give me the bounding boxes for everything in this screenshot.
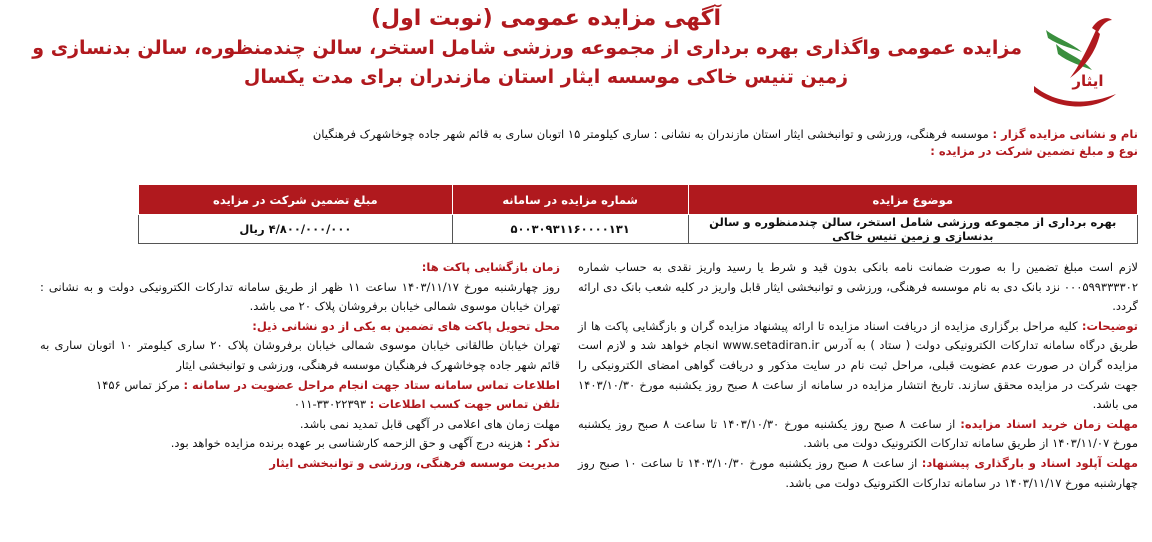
title-line-3: زمین تنیس خاکی موسسه ایثار استان مازندران برای مدت یکسال [243,66,849,88]
note-text: هزینه درج آگهی و حق الزحمه کارشناسی بر عهده برنده مزایده خواهد بود. [170,436,523,451]
signature: مدیریت موسسه فرهنگی، ورزشی و توانبخشی ایثار [269,455,560,470]
upload-deadline-text: از ساعت ۸ صبح روز یکشنبه مورخ ۱۴۰۳/۱۰/۳۰ تا ساعت ۱۰ صبح روز چهارشنبه مورخ ۱۴۰۳/۱۱/۱۷ در سامانه تدارکات الکترونیک دولت می باشد. [578,455,1138,490]
table-header-row [139,185,1138,215]
table-row [139,215,1138,244]
deposit-type-label: نوع و مبلغ تضمین شرکت در مزایده : [930,144,1138,158]
explanations-text: کلیه مراحل برگزاری مزایده از دریافت اسناد مزایده تا ارائه پیشنهاد مزایده گران و بازگشایی پاکت ها از طریق درگاه سامانه تدارکات الکترونیکی دولت ( ستاد ) به آدرس [578,318,1139,353]
logo-text: ایثار [1072,72,1104,90]
explanations [578,317,1138,415]
organizer-value: موسسه فرهنگی، ورزشی و توانبخشی ایثار استان مازندران به نشانی : ساری کیلومتر ۱۵ اتوبان ساری به قائم شهر جاده چوخاشهرک فرهنگیان [312,127,989,141]
explanations-label: توضیحات: [1081,318,1138,333]
upload-deadline [578,454,1138,493]
delivery-text: تهران خیابان طالقانی خیابان موسوی شمالی خیابان برفروشان پلاک ۲۰ ساری کیلومتر ۱۰ اتوبان ساری به قائم شهر جاده چوخاشهرک فرهنگیان موسسه فرهنگی، ورزشی و توانبخشی ایثار [40,338,560,372]
setad-contact [40,376,560,396]
auction-table [138,184,1138,244]
purchase-deadline-label: مهلت زمان خرید اسناد مزایده: [960,416,1138,431]
note-label: تذکر : [526,436,560,451]
note [40,434,560,454]
isar-logo [1026,8,1134,124]
header-subject: موضوع مزایده [688,185,1137,215]
organizer-block [14,126,1138,160]
setad-url: www.setadiran.ir [722,338,820,353]
cell-number: ۵۰۰۳۰۹۳۱۱۶۰۰۰۰۱۳۱ [452,215,688,244]
upload-deadline-label: مهلت آپلود اسناد و بارگذاری پیشنهاد: [921,455,1139,470]
explanations-text-2: انجام خواهد شد و لازم است مزایده گران در صورت عدم عضویت قبلی، مراحل ثبت نام در سایت مذکور و دریافت گواهی امضای الکترونیکی را جهت شرکت در مزایده محقق سازند. تاریخ انتشار مزایده در سامانه از ساعت ۸ صبح روز یکشنبه مورخ ۱۴۰۳/۱۰/۳۰ می باشد. [578,338,1138,412]
cell-subject: بهره برداری از مجموعه ورزشی شامل استخر، سالن چندمنظوره و سالن بدنسازی و زمین تنیس خاکی [688,215,1137,244]
delivery-label: محل تحویل پاکت های تضمین به یکی از دو نشانی ذیل: [252,318,560,333]
phone-number: ۳۳۰۲۲۳۹۳-۰۱۱ [293,397,367,412]
setad-contact-label: اطلاعات تماس سامانه ستاد جهت انجام مراحل عضویت در سامانه : [183,377,560,392]
purchase-deadline [578,415,1138,454]
header [32,4,1022,92]
opening-text: روز چهارشنبه مورخ ۱۴۰۳/۱۱/۱۷ ساعت ۱۱ ظهر از طریق سامانه تدارکات الکترونیکی دولت و به نشانی : تهران خیابان موسوی شمالی خیابان برفروشان پلاک ۲۰ می باشد. [40,279,560,314]
phone-label: تلفن تماس جهت کسب اطلاعات : [369,397,560,412]
title-line-2: مزایده عمومی واگذاری بهره برداری از مجموعه ورزشی شامل استخر، سالن چندمنظوره، سالن بدنسازی و [32,37,1022,59]
extension-text: مهلت زمان های اعلامی در آگهی قابل تمدید نمی باشد. [299,416,560,431]
purchase-deadline-text: از ساعت ۸ صبح روز یکشنبه مورخ ۱۴۰۳/۱۰/۳۰ تا ساعت ۸ صبح روز یکشنبه مورخ ۱۴۰۳/۱۱/۰۷ از طریق سامانه تدارکات الکترونیک دولت می باشد. [578,416,1138,451]
setad-contact-text: مرکز تماس ۱۴۵۶ [96,377,180,392]
left-column [40,258,560,474]
cell-deposit: ۴/۸۰۰/۰۰۰/۰۰۰ ریال [139,215,453,244]
right-column [578,258,1138,493]
phone-contact [40,395,560,415]
title-line-1: آگهی مزایده عمومی (نوبت اول) [370,6,722,31]
organizer-label: نام و نشانی مزایده گزار : [992,127,1138,141]
header-number: شماره مزایده در سامانه [452,185,688,215]
opening-label: زمان بازگشایی پاکت ها: [421,260,560,274]
deposit-text: لازم است مبلغ تضمین را به صورت ضمانت نامه بانکی بدون قید و شرط یا رسید واریز نقدی به حساب شماره ۰۰۰۵۹۹۳۳۳۳۰۲ نزد بانک دی به نام موسسه فرهنگی، ورزشی و توانبخشی ایثار قابل واریز در کلیه شعب بانک دی ارائه گردد. [578,260,1138,314]
header-deposit: مبلغ تضمین شرکت در مزایده [139,185,453,215]
